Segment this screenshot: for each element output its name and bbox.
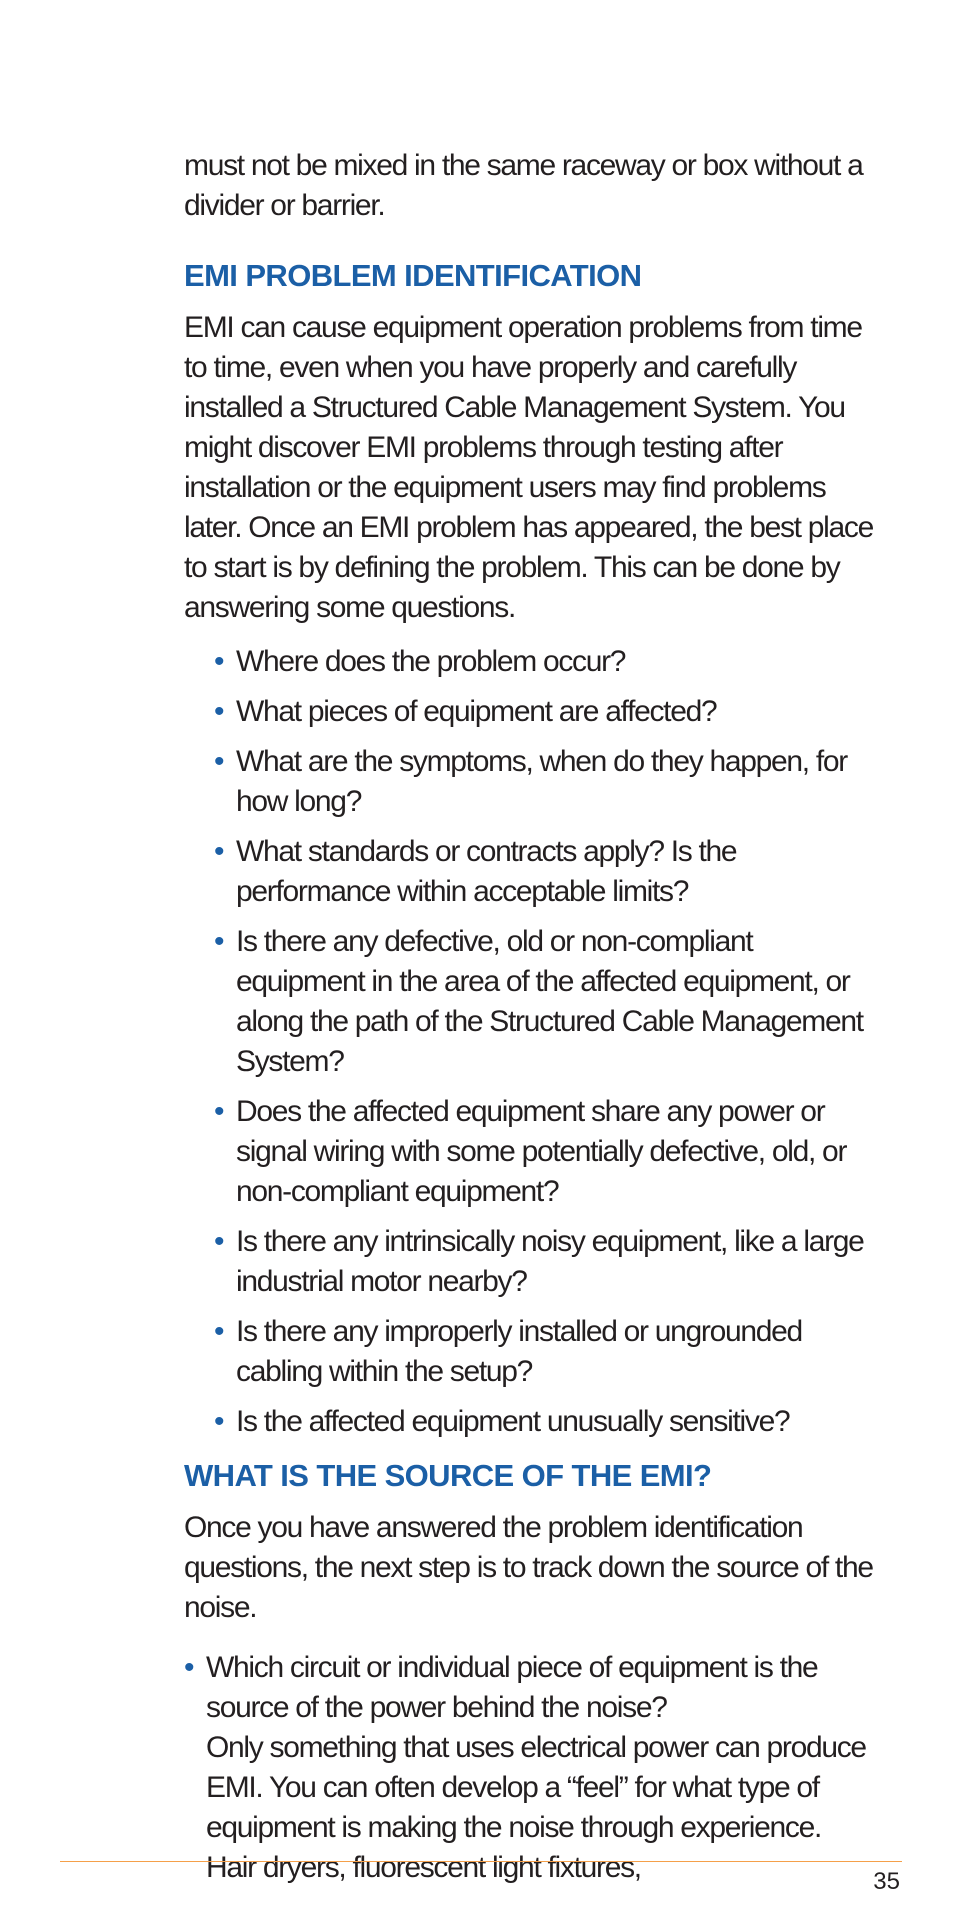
bullet-icon: • xyxy=(214,695,224,728)
bullet-icon: • xyxy=(214,1095,224,1128)
source-list xyxy=(184,1648,874,1888)
bullet-icon: • xyxy=(214,1315,224,1348)
list-item: • Where does the problem occur? xyxy=(214,642,874,682)
list-item: • What pieces of equipment are affected? xyxy=(214,692,874,732)
page-number: 35 xyxy=(873,1868,900,1895)
section-heading-emi-source: WHAT IS THE SOURCE OF THE EMI? xyxy=(184,1458,712,1493)
bullet-icon: • xyxy=(214,745,224,778)
list-item: • What standards or contracts apply? Is the performance within acceptable limits? xyxy=(214,832,874,912)
page-content xyxy=(184,146,874,1888)
source-detail: Only something that uses electrical power can produce EMI. You can often develop a “feel” for what type of equipment is making the noise through experience. Hair dryers, fluorescent light fixtures, xyxy=(206,1731,866,1884)
list-item: • Is the affected equipment unusually sensitive? xyxy=(214,1402,874,1442)
bullet-icon: • xyxy=(214,925,224,958)
bullet-icon: • xyxy=(214,1405,224,1438)
section-heading-emi-identification: EMI PROBLEM IDENTIFICATION xyxy=(184,258,642,293)
list-item: • Is there any improperly installed or ungrounded cabling within the setup? xyxy=(214,1312,874,1392)
list-item: • Is there any intrinsically noisy equipment, like a large industrial motor nearby? xyxy=(214,1222,874,1302)
bullet-icon: • xyxy=(214,835,224,868)
list-item: • What are the symptoms, when do they happen, for how long? xyxy=(214,742,874,822)
list-item: • Is there any defective, old or non-compliant equipment in the area of the affected equipment, or along the path of the Structured Cable Management System? xyxy=(214,922,874,1082)
intro-text: must not be mixed in the same raceway or box without a divider or barrier. xyxy=(184,149,863,222)
footer-divider xyxy=(60,1861,902,1862)
bullet-icon: • xyxy=(214,645,224,678)
bullet-icon: • xyxy=(214,1225,224,1258)
list-item xyxy=(184,1648,874,1888)
source-question: Which circuit or individual piece of equipment is the source of the power behind the noise? xyxy=(206,1651,818,1724)
section-paragraph: EMI can cause equipment operation problems from time to time, even when you have properly and carefully installed a Structured Cable Management System. You might discover EMI problems through testing after installation or the equipment users may find problems later. Once an EMI problem has appeared, the best place to start is by defining the problem. This can be done by answering some questions. xyxy=(184,311,873,624)
list-item: • Does the affected equipment share any power or signal wiring with some potentially defective, old, or non-compliant equipment? xyxy=(214,1092,874,1212)
section-paragraph: Once you have answered the problem identification questions, the next step is to track down the source of the noise. xyxy=(184,1511,873,1624)
bullet-icon: • xyxy=(184,1651,194,1684)
question-list xyxy=(184,642,874,1442)
